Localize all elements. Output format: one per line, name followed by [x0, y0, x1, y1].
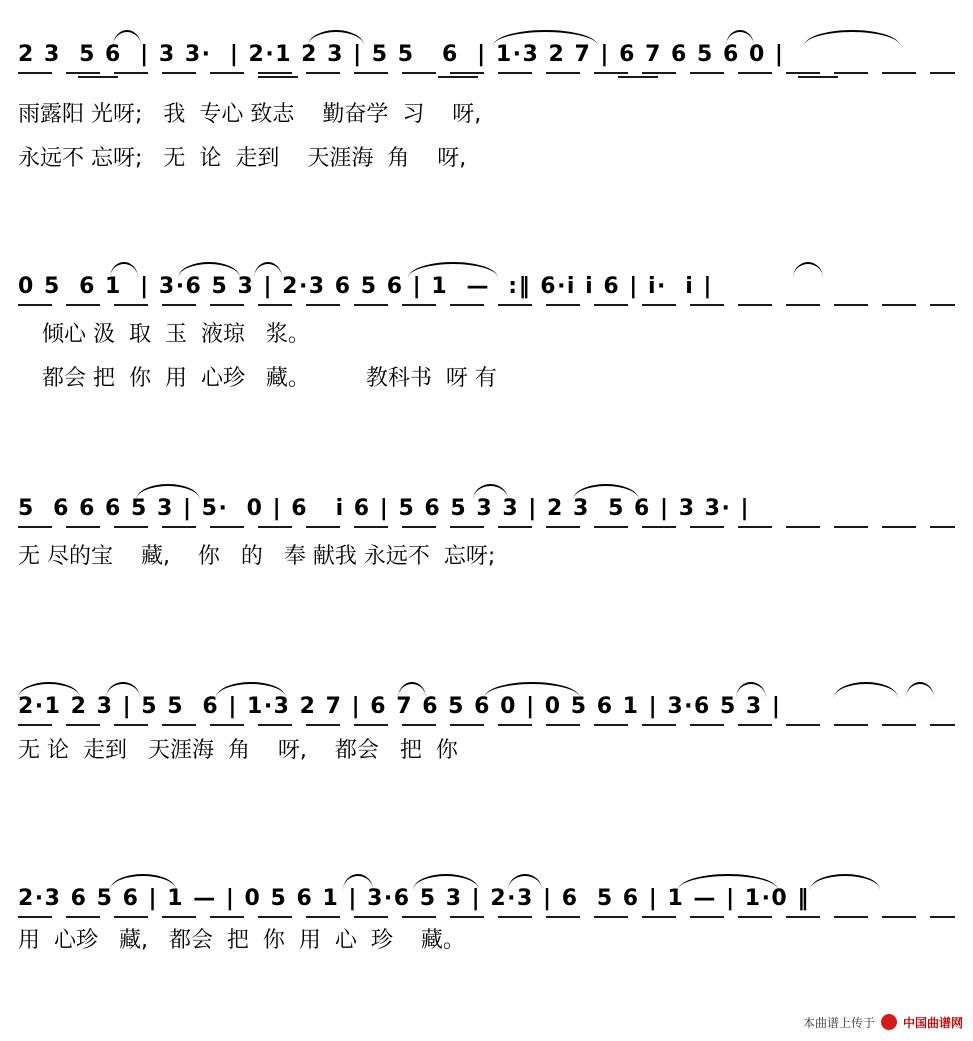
- footer-upload-text: 本曲谱上传于: [802, 1015, 875, 1030]
- slur-4a: [18, 682, 80, 698]
- slur-3b: [473, 484, 508, 500]
- lyric-line-3-1: 无 尽的宝 藏, 你 的 奉 献我 永远不 忘呀;: [18, 544, 496, 569]
- slur-4h: [906, 682, 934, 698]
- slur-2e: [793, 262, 823, 278]
- slur-3a: [136, 484, 200, 500]
- slur-5a: [110, 874, 176, 890]
- slur-2b: [178, 262, 240, 278]
- footer-site-name: 中国曲谱网: [902, 1015, 963, 1030]
- slur-5b: [343, 874, 373, 890]
- notes-text-5: 2·3 6 5 6 | 1 — | 0 5 6 1 | 3·6 5 3 | 2·3 | 6 5 6 | 1 — | 1·0 ‖: [18, 886, 810, 911]
- slur-3c: [573, 484, 639, 500]
- lyric-line-5-1: 用 心珍 藏, 都会 把 你 用 心 珍 藏。: [18, 928, 465, 953]
- slur-1d: [726, 30, 754, 46]
- slur-5d: [508, 874, 542, 890]
- beat-underline-4a: [18, 724, 955, 726]
- notation-line-2: [18, 260, 955, 320]
- notation-line-3: [18, 482, 955, 542]
- slur-4c: [216, 682, 286, 698]
- lyric-line-2-2: 都会 把 你 用 心珍 藏。 教科书 呀 有: [42, 366, 497, 391]
- notation-line-4: [18, 680, 955, 740]
- lyric-line-1-1: 雨露阳 光呀; 我 专心 致志 勤奋学 习 呀,: [18, 102, 482, 127]
- slur-1c: [493, 30, 598, 46]
- slur-4d: [398, 682, 426, 698]
- beat-underline-3a: [18, 526, 955, 528]
- lyric-line-2-1: 倾心 汲 取 玉 液琼 浆。: [42, 322, 310, 347]
- slur-1e: [804, 30, 900, 46]
- beat-underline-1a: [18, 72, 955, 74]
- notes-text-3: 5 6 6 6 5 3 | 5· 0 | 6 i 6 | 5 6 5 3 3 | 2 3 5 6 | 3 3· |: [18, 496, 751, 521]
- lyric-line-1-2: 永远不 忘呀; 无 论 走到 天涯海 角 呀,: [18, 146, 467, 171]
- slur-1a: [113, 30, 141, 46]
- slur-4e: [484, 682, 580, 698]
- site-logo-icon: [881, 1014, 897, 1030]
- slur-5f: [810, 874, 880, 890]
- slur-5c: [413, 874, 479, 890]
- notation-line-5: [18, 872, 955, 932]
- slur-5e: [678, 874, 778, 890]
- lyric-line-4-1: 无 论 走到 天涯海 角 呀, 都会 把 你: [18, 738, 458, 763]
- notes-text-1: 2 3 5 6 | 3 3· | 2·1 2 3 | 5 5 6 | 1·3 2 7 | 6 7 6 5 6 0 |: [18, 42, 785, 67]
- score-system-4: [18, 680, 955, 790]
- notes-text-4: 2·1 2 3 | 5 5 6 | 1·3 2 7 | 6 7 6 5 6 0 | 0 5 6 1 | 3·6 5 3 |: [18, 694, 782, 719]
- footer-watermark: [803, 1013, 963, 1031]
- slur-4b: [106, 682, 140, 698]
- slur-2c: [254, 262, 282, 278]
- beat-underline-2a: [18, 304, 955, 306]
- slur-1b: [308, 30, 364, 46]
- notes-text-2: 0 5 6 1 | 3·6 5 3 | 2·3 6 5 6 | 1 — :‖ 6·i i 6 | i· i |: [18, 274, 713, 299]
- score-system-3: [18, 482, 955, 592]
- beat-underline-1b: [18, 76, 955, 78]
- notation-line-1: [18, 28, 955, 88]
- beat-underline-5a: [18, 916, 955, 918]
- slur-2a: [110, 262, 138, 278]
- slur-4g: [834, 682, 898, 698]
- score-system-2: [18, 260, 955, 410]
- score-system-1: [18, 28, 955, 188]
- slur-2d: [408, 262, 498, 278]
- score-system-5: [18, 872, 955, 982]
- slur-4f: [736, 682, 766, 698]
